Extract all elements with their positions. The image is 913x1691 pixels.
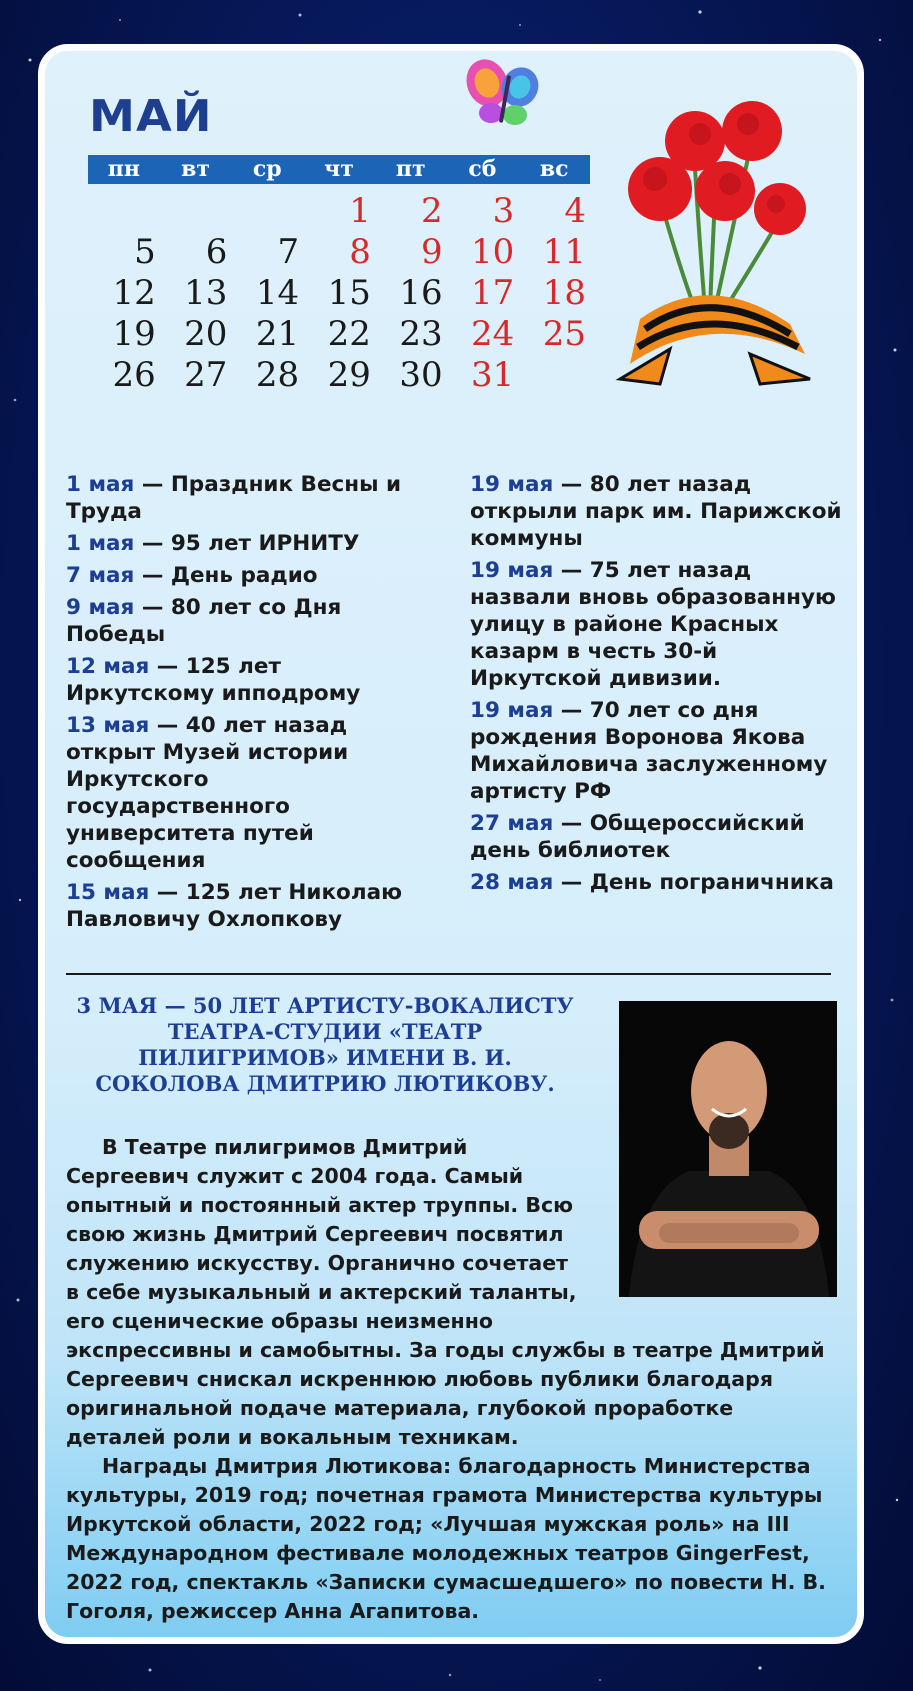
month-title: МАЙ — [89, 91, 213, 142]
event-item — [66, 712, 421, 874]
calendar-day: 21 — [255, 314, 300, 354]
event-date: 1 мая — [66, 472, 135, 497]
event-text: — 75 лет назад назвали вновь образованную улицу в районе Красных казарм в честь 30-й Иркутской дивизии. — [470, 558, 836, 691]
event-text: — 80 лет назад открыли парк им. Парижской коммуны — [470, 472, 842, 551]
event-item — [66, 594, 421, 648]
event-text: — 125 лет Иркутскому ипподрому — [66, 654, 361, 706]
article-paragraph: Награды Дмитрия Лютикова: благодарность Министерства культуры, 2019 год; почетная грамота Министерства культуры Иркутской области, 2022 год; «Лучшая мужская роль» на III Международном фестивале молодежных театров GingerFest, 2022 год, спектакль «Записки сумасшедшего» по повести Н. В. Гоголя, режиссер Анна Агапитова. — [66, 1454, 826, 1623]
calendar-days — [88, 191, 590, 396]
event-text: — 95 лет ИРНИТУ — [134, 531, 360, 556]
section-divider — [66, 973, 831, 975]
event-text: — 70 лет со дня рождения Воронова Якова Михайловича заслуженному артисту РФ — [470, 698, 828, 804]
calendar-day: 4 — [564, 191, 587, 231]
calendar-day: 11 — [542, 232, 587, 272]
events-list-right — [470, 471, 850, 901]
event-item — [66, 562, 421, 589]
calendar-day: 13 — [184, 273, 228, 313]
event-item — [470, 697, 850, 805]
article-body — [66, 1133, 836, 1626]
event-date: 13 мая — [66, 713, 150, 738]
calendar-day: 12 — [112, 273, 156, 313]
calendar-day: 1 — [349, 191, 371, 231]
weekday-wed: ср — [252, 156, 282, 182]
weekday-thu: чт — [324, 156, 354, 182]
calendar-day: 9 — [420, 232, 443, 272]
article-headline: 3 МАЯ — 50 ЛЕТ АРТИСТУ-ВОКАЛИСТУ ТЕАТРА-СТУДИИ «ТЕАТР ПИЛИГРИМОВ» ИМЕНИ В. И. СОКОЛОВА ДМИТРИЮ ЛЮТИКОВУ. — [76, 993, 574, 1096]
calendar-day: 18 — [542, 273, 587, 313]
event-item — [66, 879, 421, 933]
calendar-day: 5 — [134, 232, 156, 272]
calendar-day: 26 — [112, 355, 156, 395]
calendar-day — [518, 355, 590, 396]
calendar-day — [231, 191, 303, 232]
calendar-day: 29 — [327, 355, 371, 395]
article-paragraph: В Театре пилигримов Дмитрий Сергеевич служит с 2004 года. Самый опытный и постоянный актер труппы. Всю свою жизнь Дмитрий Сергеевич посвятил служению искусству. Органично сочетает в себе музыкальный и актерский таланты, его сценические образы неизменно экспрессивны и самобытны. За годы службы в театре Дмитрий Сергеевич снискал искреннюю любовь публики благодаря оригинальной подаче материала, глубокой проработке деталей роли и вокальным техникам. — [66, 1135, 825, 1449]
event-date: 28 мая — [470, 870, 554, 895]
event-date: 15 мая — [66, 880, 150, 905]
event-date: 19 мая — [470, 558, 554, 583]
calendar-day: 2 — [420, 191, 443, 231]
event-item — [470, 557, 850, 692]
event-date: 12 мая — [66, 654, 150, 679]
calendar-day: 27 — [184, 355, 228, 395]
event-item — [470, 810, 850, 864]
event-item — [470, 471, 850, 552]
calendar-day: 15 — [327, 273, 371, 313]
calendar-day: 23 — [399, 314, 443, 354]
calendar-week — [88, 273, 590, 314]
event-date: 7 мая — [66, 563, 135, 588]
event-item — [66, 653, 421, 707]
event-text: — 80 лет со Дня Победы — [66, 595, 342, 647]
event-text: — День пограничника — [553, 870, 834, 895]
weekday-mon: пн — [107, 156, 140, 182]
calendar-day: 19 — [112, 314, 156, 354]
event-date: 19 мая — [470, 698, 554, 723]
event-text: — Праздник Весны и Труда — [66, 472, 402, 524]
butterfly-illustration — [465, 55, 547, 135]
calendar-day: 10 — [471, 232, 515, 272]
calendar-day: 25 — [542, 314, 587, 354]
weekday-sun: вс — [539, 156, 569, 182]
calendar-day: 6 — [205, 232, 228, 272]
event-item — [470, 869, 850, 896]
calendar-day: 3 — [492, 191, 515, 231]
event-text: — 125 лет Николаю Павловичу Охлопкову — [66, 880, 402, 932]
calendar-day: 8 — [349, 232, 371, 272]
calendar-day: 28 — [255, 355, 300, 395]
weekday-fri: пт — [395, 156, 426, 182]
calendar-week — [88, 355, 590, 396]
calendar-card — [38, 44, 864, 1644]
calendar-day: 14 — [255, 273, 300, 313]
event-date: 19 мая — [470, 472, 554, 497]
calendar-day: 30 — [399, 355, 443, 395]
event-date: 1 мая — [66, 531, 135, 556]
event-text: — День радио — [134, 563, 318, 588]
calendar-week — [88, 314, 590, 355]
event-item — [66, 471, 421, 525]
calendar-day: 31 — [471, 355, 515, 395]
event-item — [66, 530, 421, 557]
calendar-day: 17 — [471, 273, 515, 313]
calendar-day: 16 — [399, 273, 443, 313]
calendar-day: 20 — [184, 314, 228, 354]
event-date: 27 мая — [470, 811, 554, 836]
weekday-sat: сб — [468, 156, 497, 182]
event-text: — 40 лет назад открыт Музей истории Иркутского государственного университета путей сообщения — [66, 713, 349, 873]
calendar-day — [88, 191, 160, 232]
calendar-day: 22 — [327, 314, 371, 354]
calendar-day — [160, 191, 232, 232]
weekday-header — [88, 155, 590, 184]
event-date: 9 мая — [66, 595, 135, 620]
event-text: — Общероссийский день библиотек — [470, 811, 805, 863]
carnations-ribbon-illustration — [600, 79, 820, 399]
calendar-week — [88, 232, 590, 273]
calendar-week — [88, 191, 590, 232]
events-list-left — [66, 471, 421, 938]
weekday-tue: вт — [181, 156, 211, 182]
calendar-day: 24 — [471, 314, 515, 354]
calendar-day: 7 — [277, 232, 300, 272]
